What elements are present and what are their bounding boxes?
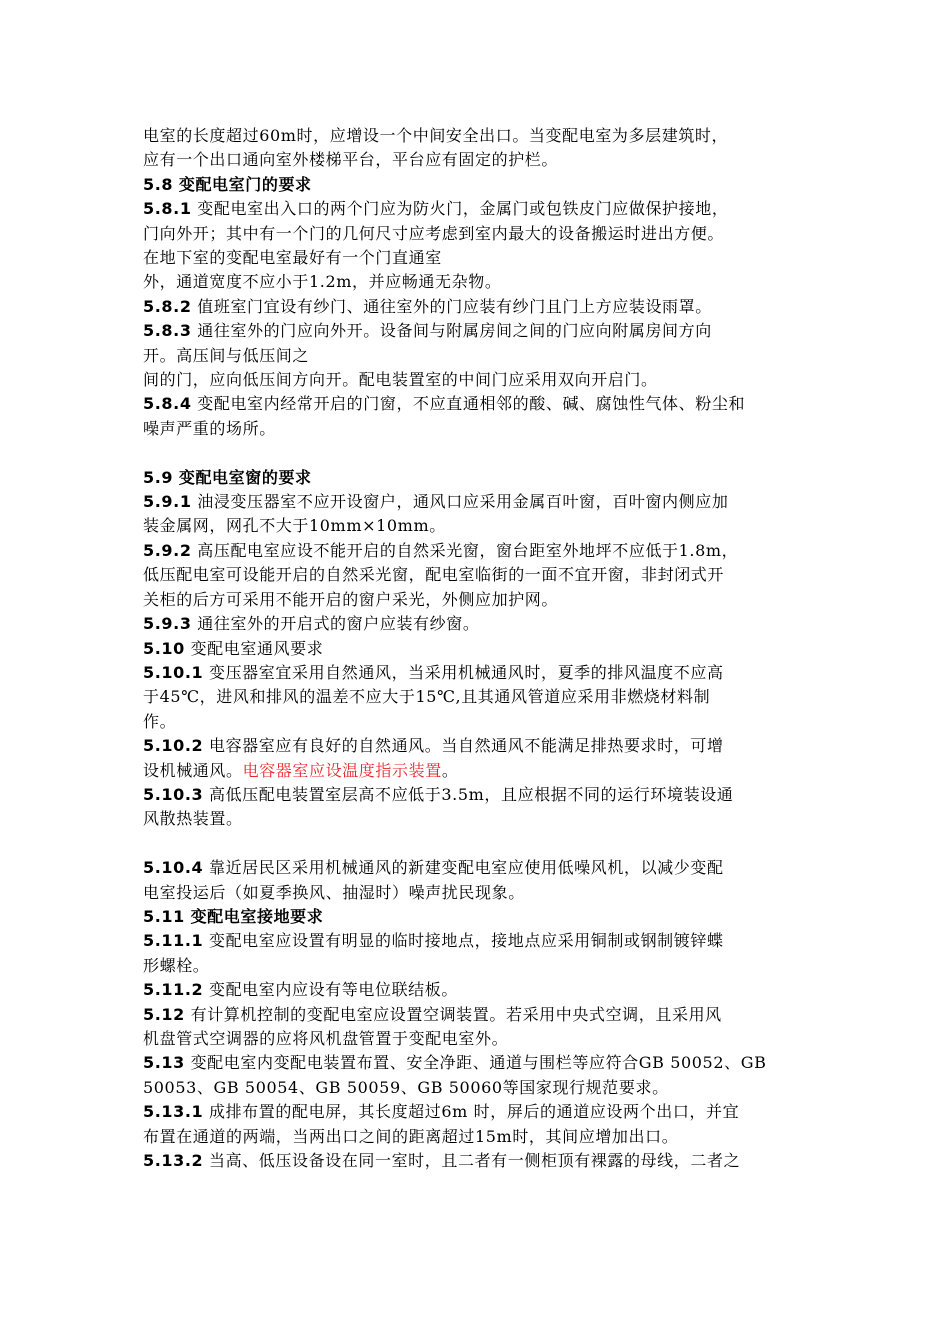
clause-text: 变压器室宜采用自然通风，当采用机械通风时，夏季的排风温度不应高: [208, 662, 724, 682]
text-line: [143, 710, 820, 734]
clause-number: 5.13.2: [143, 1151, 204, 1171]
clause-number: 5.11: [143, 906, 185, 926]
clause-number: 5.10.2: [143, 736, 204, 756]
clause-text: 开。高压间与低压间之: [143, 345, 310, 365]
clause-number: 5.8: [143, 174, 174, 194]
clause-number: 5.8.3: [143, 321, 192, 341]
clause-text: 机盘管式空调器的应将风机盘管置于变配电室外。: [143, 1029, 509, 1048]
text-line: [143, 734, 820, 758]
text-line: [143, 612, 820, 636]
text-line: [143, 1003, 820, 1027]
text-line: [143, 783, 820, 807]
clause-text: 靠近居民区采用机械通风的新建变配电室应使用低噪风机，以减少变配: [208, 858, 724, 878]
text-line: [143, 1027, 820, 1051]
text-line: [143, 148, 820, 172]
clause-text: 噪声严重的场所。: [143, 418, 276, 438]
clause-number: 5.8.1: [143, 199, 192, 219]
clause-number: 5.10.4: [143, 858, 204, 878]
clause-number: 5.12: [143, 1004, 185, 1024]
text-line: [143, 344, 820, 368]
text-line: [143, 270, 820, 294]
text-line: [143, 490, 820, 514]
clause-text: 通往室外的门应向外开。设备间与附属房间之间的门应向附属房间方向: [197, 321, 712, 341]
clause-number: 5.9.3: [143, 614, 192, 634]
clause-text: 值班室门宜设有纱门、通往室外的门应装有纱门且门上方应装设雨罩。: [197, 296, 712, 316]
clause-number: 5.8.2: [143, 296, 192, 316]
clause-number: 5.13.1: [143, 1102, 204, 1122]
clause-text: 变配电室通风要求: [190, 638, 324, 658]
clause-text: 变配电室出入口的两个门应为防火门，金属门或包铁皮门应做保护接地，: [197, 199, 729, 219]
text-line: [143, 173, 820, 197]
clause-text: 成排布置的配电屏，其长度超过6m 时，屏后的通道应设两个出口，并宜: [208, 1102, 740, 1122]
blank-line: [143, 832, 820, 856]
clause-text: 设机械通风。: [143, 760, 243, 780]
text-line: [143, 905, 820, 929]
text-line: [143, 807, 820, 831]
clause-text: 电室投运后（如夏季换风、抽湿时）噪声扰民现象。: [143, 882, 525, 902]
clause-text: 当高、低压设备设在同一室时，且二者有一侧柜顶有裸露的母线，二者之: [208, 1151, 741, 1171]
clause-text: 通往室外的开启式的窗户应装有纱窗。: [197, 614, 480, 634]
text-line: [143, 392, 820, 416]
clause-text: 高压配电室应设不能开启的自然采光窗，窗台距室外地坪不应低于1.8m，: [197, 540, 739, 560]
blank-line: [143, 441, 820, 465]
clause-text: 在地下室的变配电室最好有一个门直通室: [143, 248, 442, 268]
text-line: [143, 514, 820, 538]
text-line: [143, 1125, 820, 1149]
clause-text: 50053、GB 50054、GB 50059、GB 50060等国家现行规范要求。: [143, 1077, 669, 1097]
clause-text: 间的门，应向低压间方向开。配电装置室的中间门应采用双向开启门。: [143, 370, 658, 390]
clause-number: 5.11.1: [143, 931, 204, 951]
text-line: [143, 661, 820, 685]
clause-text: 风散热装置。: [143, 809, 243, 829]
text-line: [143, 197, 820, 221]
clause-text: 变配电室应设置有明显的临时接地点，接地点应采用铜制或钢制镀锌蝶: [208, 931, 724, 951]
clause-text: 应有一个出口通向室外楼梯平台，平台应有固定的护栏。: [143, 150, 559, 170]
clause-text: 变配电室内应设有等电位联结板。: [208, 980, 458, 1000]
clause-number: 5.8.4: [143, 394, 192, 414]
highlighted-text: 电容器室应设温度指示装置: [242, 760, 442, 780]
section-heading: 变配电室门的要求: [178, 174, 312, 194]
text-line: [143, 856, 820, 880]
clause-number: 5.10: [143, 638, 185, 658]
text-line: [143, 222, 820, 246]
text-line: [143, 1100, 820, 1124]
clause-number: 5.13: [143, 1053, 185, 1073]
clause-text: 作。: [143, 711, 177, 731]
text-line: [143, 246, 820, 270]
clause-number: 5.10.1: [143, 662, 204, 682]
clause-text: 变配电室内经常开启的门窗，不应直通相邻的酸、碱、腐蚀性气体、粉尘和: [197, 394, 746, 414]
clause-text: 布置在通道的两端，当两出口之间的距离超过15m时，其间应增加出口。: [143, 1126, 679, 1146]
text-line: [143, 368, 820, 392]
clause-text: 装金属网，网孔不大于10mm×10mm。: [143, 516, 446, 536]
text-line: [143, 588, 820, 612]
text-line: [143, 417, 820, 441]
text-line: [143, 1076, 820, 1100]
clause-text: 形螺栓。: [143, 955, 210, 975]
section-heading: 变配电室窗的要求: [178, 467, 312, 487]
clause-text: 电容器室应有良好的自然通风。当自然通风不能满足排热要求时，可增: [208, 736, 724, 756]
text-line: [143, 1149, 820, 1173]
text-line: [143, 563, 820, 587]
clause-number: 5.9.2: [143, 540, 192, 560]
text-line: [143, 685, 820, 709]
text-line: [143, 319, 820, 343]
section-heading: 变配电室接地要求: [190, 906, 324, 926]
text-line: [143, 295, 820, 319]
clause-text: 电室的长度超过60m时，应增设一个中间安全出口。当变配电室为多层建筑时，: [143, 126, 729, 145]
text-line: [143, 954, 820, 978]
clause-number: 5.9: [143, 467, 174, 487]
text-line: [143, 881, 820, 905]
text-line: [143, 929, 820, 953]
clause-text: 门向外开；其中有一个门的几何尺寸应考虑到室内最大的设备搬运时进出方便。: [143, 223, 725, 243]
text-line: [143, 637, 820, 661]
text-line: [143, 124, 820, 148]
clause-text: 关柜的后方可采用不能开启的窗户采光，外侧应加护网。: [143, 589, 559, 609]
clause-text-tail: 。: [441, 760, 459, 780]
clause-text: 油浸变压器室不应开设窗户，通风口应采用金属百叶窗，百叶窗内侧应加: [197, 492, 729, 512]
text-line: [143, 978, 820, 1002]
clause-text: 低压配电室可设能开启的自然采光窗，配电室临街的一面不宜开窗，非封闭式开: [143, 565, 725, 585]
text-line: [143, 759, 820, 783]
clause-text: 有计算机控制的变配电室应设置空调装置。若采用中央式空调，且采用风: [190, 1004, 722, 1024]
clause-text: 于45℃，进风和排风的温差不应大于15℃,且其通风管道应采用非燃烧材料制: [143, 687, 711, 707]
text-line: [143, 1051, 820, 1075]
clause-number: 5.9.1: [143, 492, 192, 512]
clause-number: 5.11.2: [143, 980, 204, 1000]
clause-number: 5.10.3: [143, 784, 204, 804]
text-line: [143, 466, 820, 490]
text-line: [143, 539, 820, 563]
clause-text: 高低压配电装置室层高不应低于3.5m，且应根据不同的运行环境装设通: [208, 784, 734, 804]
clause-text: 变配电室内变配电装置布置、安全净距、通道与围栏等应符合GB 50052、GB: [190, 1053, 767, 1073]
clause-text: 外，通道宽度不应小于1.2m，并应畅通无杂物。: [143, 272, 502, 292]
